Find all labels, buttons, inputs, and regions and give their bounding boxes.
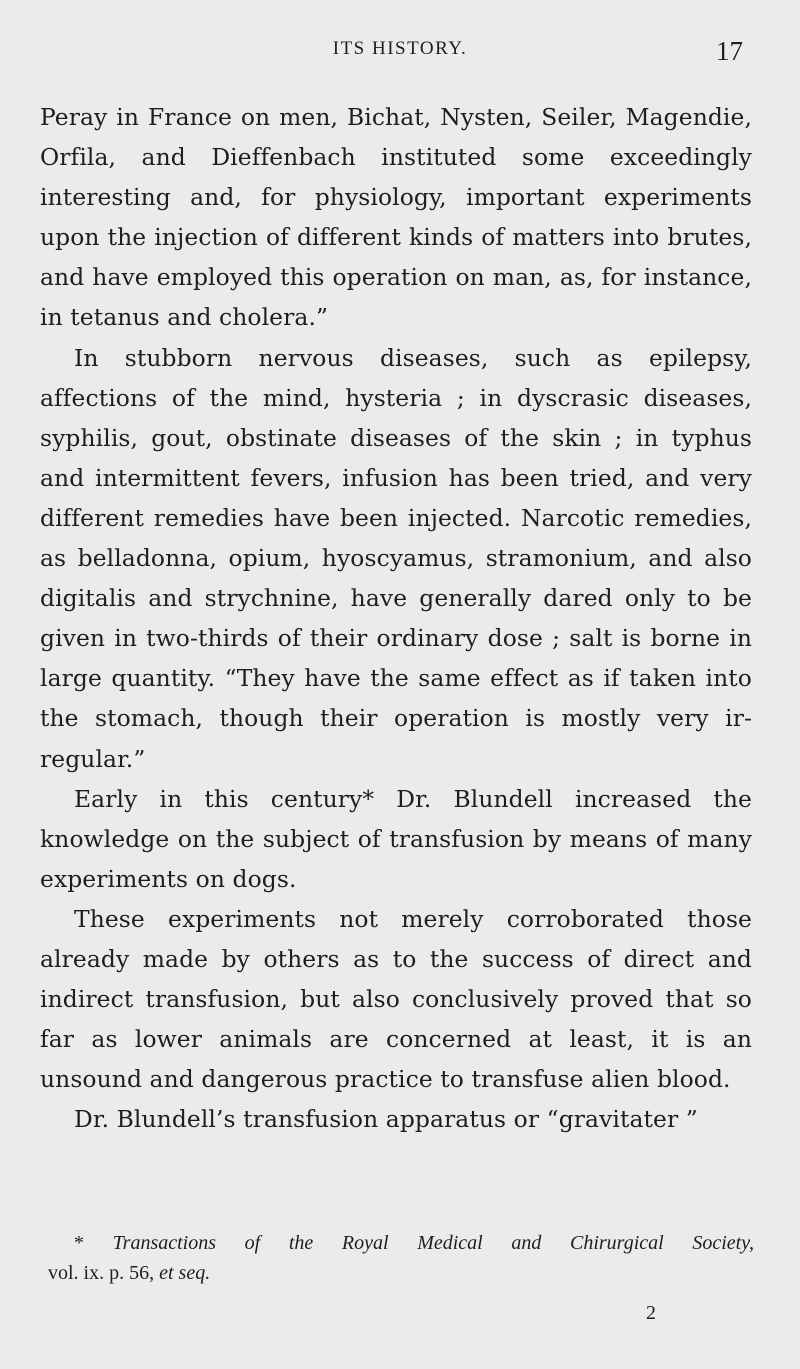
running-head: ITS HISTORY. <box>332 38 468 59</box>
body-text <box>40 97 752 1139</box>
paragraph-5: Dr. Blundell’s transfusion apparatus or “gravitater ” <box>74 1105 698 1134</box>
footnote-marker: * <box>74 1232 84 1254</box>
footnote <box>48 1228 754 1288</box>
signature-mark: 2 <box>646 1302 656 1324</box>
footnote-reference: vol. ix. p. 56, <box>48 1262 155 1284</box>
paragraph-3: Early in this century* Dr. Blundell increased the knowledge on the subject of transfusion by means of many experiments on dogs. <box>40 784 752 893</box>
paragraph-4: These experiments not merely corroborated those already made by others as to the success of direct and indirect transfusion, but also conclusively proved that so far as lower animals are concerned at least, it is an unsound and dangerous practice to transfuse alien blood. <box>40 904 752 1094</box>
paragraph-2: In stubborn nervous diseases, such as epilepsy, affections of the mind, hysteria ; in dyscrasic diseases, syphilis, gout, obstinate diseases of the skin ; in typhus and intermittent fevers, infusion has been tried, and very different remedies have been injected. Narcotic remedies, as belladonna, opium, hyoscyamus, stramonium, and also digitalis and strychnine, have generally dared only to be given in two-thirds of their ordinary dose ; salt is borne in large quantity. “They have the same effect as if taken into the stomach, though their operation is mostly very ir-regular.” <box>40 343 752 773</box>
paragraph-1: Peray in France on men, Bichat, Nysten, Seiler, Magendie, Orfila, and Dieffenbach instituted some exceedingly interesting and, for physiology, important experiments upon the injection of different kinds of matters into brutes, and have employed this operation on man, as, for instance, in tetanus and cholera.” <box>40 103 752 332</box>
footnote-title: Transactions of the Royal Medical and Chirurgical Society, <box>112 1232 754 1254</box>
footnote-et-seq: et seq. <box>159 1262 211 1284</box>
page-number: 17 <box>716 36 743 66</box>
